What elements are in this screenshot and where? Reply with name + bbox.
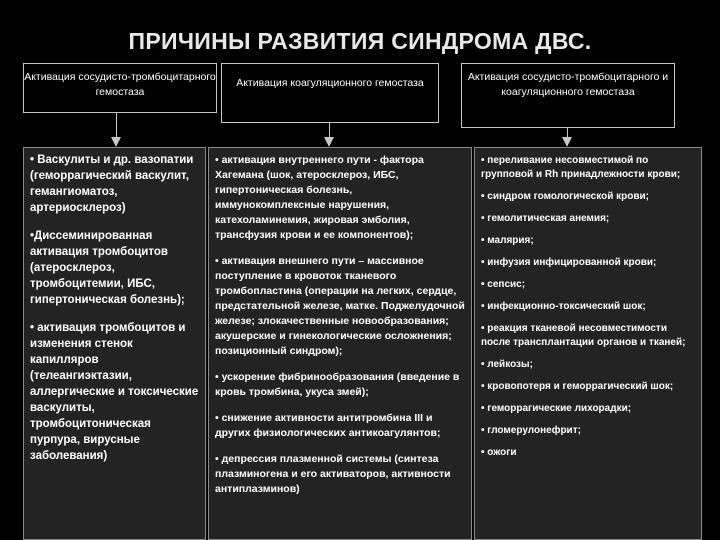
arrow-down-icon <box>562 137 572 147</box>
list-item: • активация внешнего пути – массивное поступление в кровоток тканевого тромбопластина (операции на легких, сердце, предстательной железе, матке. Поджелудочной железе; злокачественные новообразования; акушерские и гинекологические осложнения; позиционный синдром); <box>215 255 465 357</box>
list-item: • инфекционно-токсический шок; <box>481 301 646 312</box>
header-vascular-platelet: Активация сосудисто-тромбоцитарного гемостаза <box>23 63 217 113</box>
causes-column-combined <box>474 147 702 540</box>
arrow-down-icon <box>324 137 334 147</box>
page-title: ПРИЧИНЫ РАЗВИТИЯ СИНДРОМА ДВС. <box>128 28 592 54</box>
list-item: • малярия; <box>481 235 534 246</box>
header-combined: Активация сосудисто-тромбоцитарного и коагуляционного гемостаза <box>461 63 675 128</box>
list-item: • гломерулонефрит; <box>481 425 581 436</box>
list-item: •Диссеминированная активация тромбоцитов (атеросклероз, тромбоцитемии, ИБС, гипертоническая болезнь); <box>30 230 185 306</box>
list-item: • активация внутреннего пути - фактора Хагемана (шок, атеросклероз, ИБС, гипертоническая болезнь, иммунокомплексные нарушения, катехоламинемия, жировая эмболия, трансфузия крови и ее компонентов); <box>215 154 424 241</box>
causes-column-coagulation <box>208 147 472 540</box>
list-item: • кровопотеря и геморрагический шок; <box>481 381 674 392</box>
arrow-down-icon <box>111 137 121 147</box>
list-item: • синдром гомологической крови; <box>481 191 649 202</box>
list-item: • геморрагические лихорадки; <box>481 403 632 414</box>
list-item: • реакция тканевой несовместимости после трансплантации органов и тканей; <box>481 323 686 348</box>
list-item: • лейкозы; <box>481 359 533 370</box>
list-item: • активация тромбоцитов и изменения стенок капилляров (телеангиэктазии, аллергические и токсические васкулиты, тромбоцитоническая пурпура, вирусные заболевания) <box>30 322 199 462</box>
list-item: • снижение активности антитромбина III и других физиологических антикоагулянтов; <box>215 412 441 439</box>
causes-column-vascular-platelet <box>23 147 206 540</box>
arrow-stem-1 <box>116 113 117 139</box>
list-item: • депрессия плазменной системы (синтеза плазминогена и его активаторов, активности антиплазминов) <box>215 453 451 495</box>
list-item: • ускорение фибринообразования (введение в кровь тромбина, укуса змей); <box>215 371 460 398</box>
list-item: • Васкулиты и др. вазопатии (геморрагический васкулит, гемангиоматоз, артериосклероз) <box>30 154 194 214</box>
list-item: • сепсис; <box>481 279 526 290</box>
list-item: • инфузия инфицированной крови; <box>481 257 657 268</box>
header-coagulation: Активация коагуляционного гемостаза <box>221 63 439 123</box>
list-item: • переливание несовместимой по групповой и Rh принадлежности крови; <box>481 155 681 180</box>
list-item: • гемолитическая анемия; <box>481 213 610 224</box>
list-item: • ожоги <box>481 447 517 458</box>
